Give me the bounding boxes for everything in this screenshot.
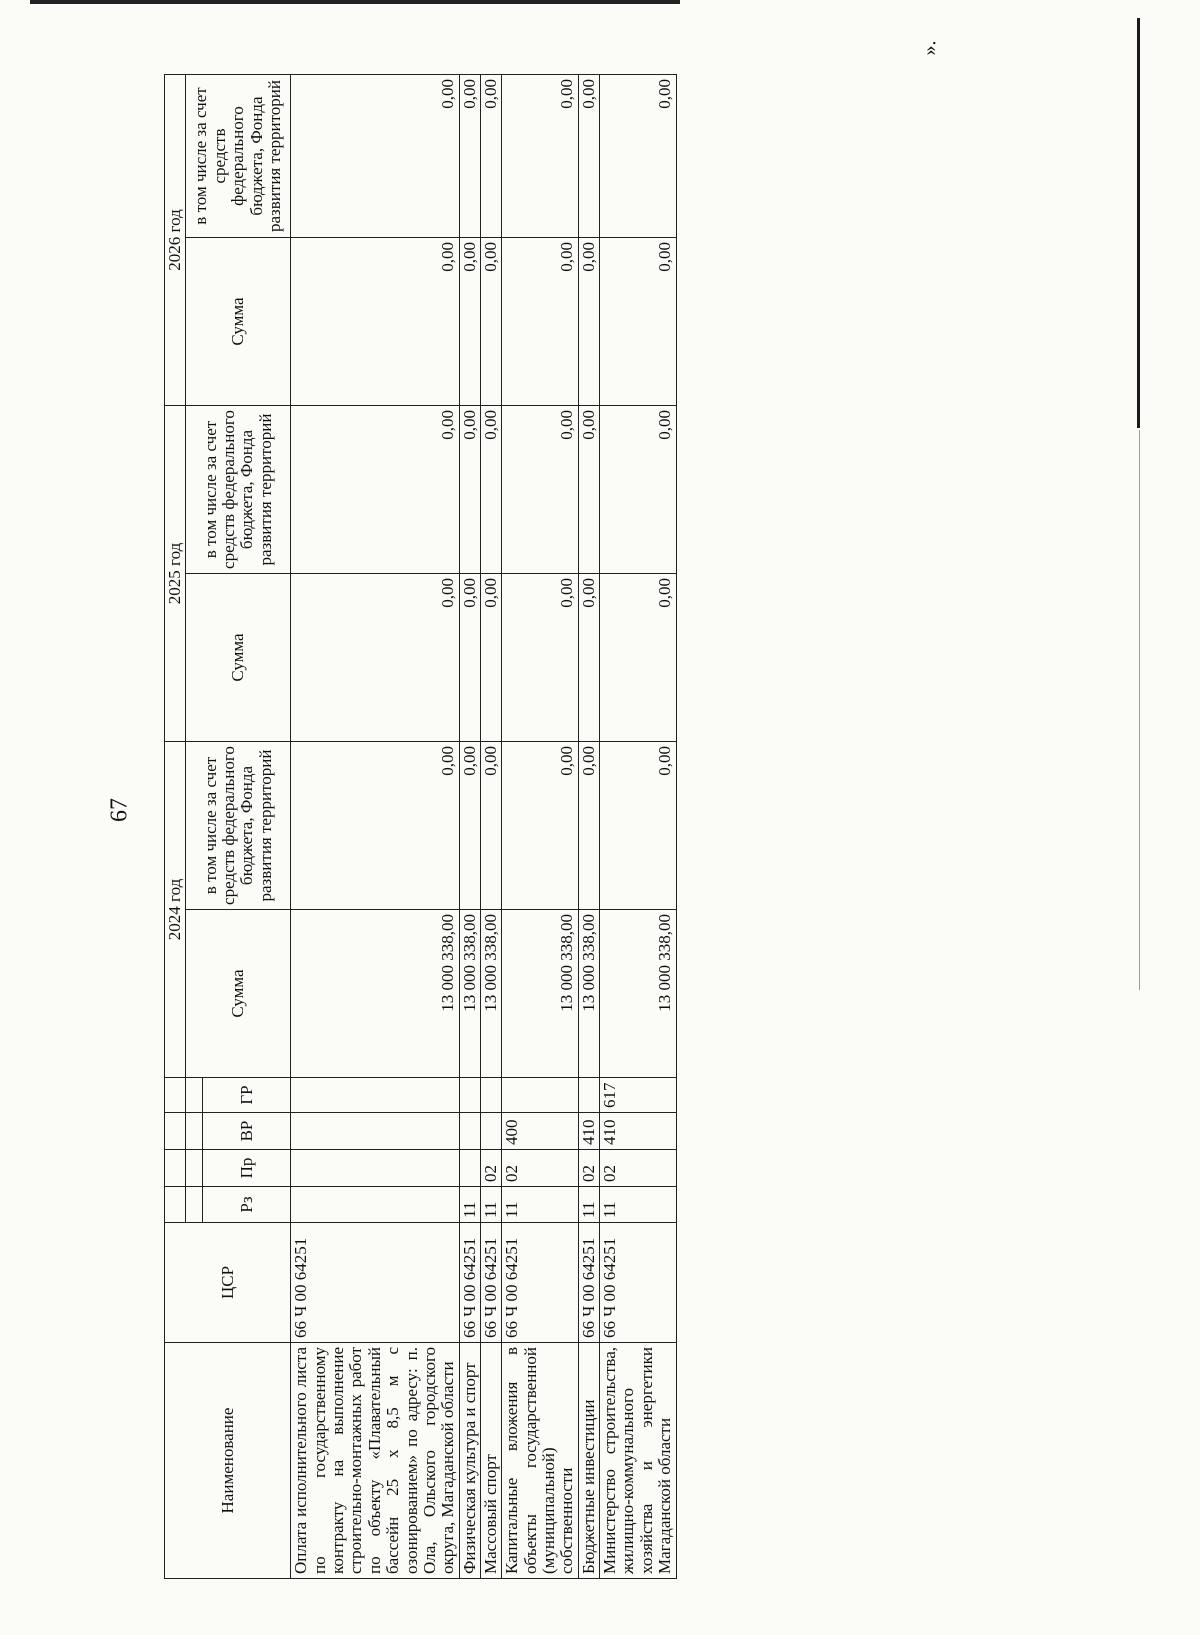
- cell-federal-2025: 0,00: [600, 406, 676, 574]
- cell-name: Бюджетные инвестиции: [578, 1343, 599, 1579]
- cell-csr: 66 Ч 00 64251: [578, 1223, 599, 1343]
- header-row-1: [165, 75, 186, 1579]
- header-spacer: [165, 1150, 186, 1187]
- cell-rz: 11: [502, 1187, 578, 1223]
- budget-table: [164, 74, 677, 1579]
- cell-sum-2025: 0,00: [578, 574, 599, 742]
- cell-gr: [502, 1078, 578, 1113]
- cell-vr: [291, 1113, 459, 1150]
- cell-federal-2024: 0,00: [459, 742, 480, 910]
- cell-federal-2025: 0,00: [459, 406, 480, 574]
- cell-name: Капитальные вложения в объекты государственной (муниципальной) собственности: [502, 1343, 578, 1579]
- cell-federal-2025: 0,00: [480, 406, 501, 574]
- header-vr: ВР: [203, 1113, 291, 1150]
- cell-pr: 02: [502, 1150, 578, 1187]
- cell-sum-2024: 13 000 338,00: [578, 910, 599, 1078]
- rotated-table-container: [164, 75, 910, 1579]
- cell-federal-2025: 0,00: [502, 406, 578, 574]
- table-row: [578, 75, 599, 1579]
- cell-sum-2026: 0,00: [578, 238, 599, 406]
- header-year-2026: 2026 год: [165, 75, 186, 406]
- header-csr: ЦСР: [165, 1223, 291, 1343]
- cell-gr: [480, 1078, 501, 1113]
- cell-vr: 400: [502, 1113, 578, 1150]
- cell-name: Оплата исполнительного листа по государственному контракту на выполнение строительно-монтажных работ по объекту «Плавательный бассейн 25 х 8,5 м с озонированием» по адресу: п. Ола, Ольского городского округа, Магаданской области: [291, 1343, 459, 1579]
- cell-csr: 66 Ч 00 64251: [291, 1223, 459, 1343]
- cell-sum-2025: 0,00: [600, 574, 676, 742]
- cell-sum-2024: 13 000 338,00: [600, 910, 676, 1078]
- header-federal-2024: в том числе за счет средств федерального бюджета, Фонда развития территорий: [186, 742, 291, 910]
- cell-pr: [291, 1150, 459, 1187]
- cell-pr: [459, 1150, 480, 1187]
- cell-sum-2024: 13 000 338,00: [502, 910, 578, 1078]
- cell-federal-2026: 0,00: [459, 75, 480, 238]
- cell-sum-2026: 0,00: [459, 238, 480, 406]
- cell-gr: [578, 1078, 599, 1113]
- closing-quote-mark: ».: [918, 40, 941, 56]
- cell-pr: 02: [600, 1150, 676, 1187]
- cell-csr: 66 Ч 00 64251: [480, 1223, 501, 1343]
- cell-rz: 11: [480, 1187, 501, 1223]
- header-sum-2026: Сумма: [186, 238, 291, 406]
- header-pr: Пр: [203, 1150, 291, 1187]
- cell-pr: 02: [578, 1150, 599, 1187]
- cell-vr: 410: [600, 1113, 676, 1150]
- header-spacer: [165, 1078, 186, 1113]
- header-rz: Рз: [203, 1187, 291, 1223]
- table-row: [502, 75, 578, 1579]
- cell-name: Массовый спорт: [480, 1343, 501, 1579]
- cell-federal-2025: 0,00: [291, 406, 459, 574]
- cell-federal-2026: 0,00: [291, 75, 459, 238]
- cell-sum-2024: 13 000 338,00: [480, 910, 501, 1078]
- cell-federal-2026: 0,00: [600, 75, 676, 238]
- cell-rz: 11: [600, 1187, 676, 1223]
- table-row: [291, 75, 459, 1579]
- cell-vr: 410: [578, 1113, 599, 1150]
- cell-federal-2026: 0,00: [502, 75, 578, 238]
- header-sum-2025: Сумма: [186, 574, 291, 742]
- cell-pr: 02: [480, 1150, 501, 1187]
- cell-rz: 11: [459, 1187, 480, 1223]
- cell-rz: [291, 1187, 459, 1223]
- cell-federal-2024: 0,00: [291, 742, 459, 910]
- header-gr: ГР: [203, 1078, 291, 1113]
- cell-sum-2024: 13 000 338,00: [459, 910, 480, 1078]
- cell-sum-2025: 0,00: [502, 574, 578, 742]
- header-spacer: [186, 1150, 203, 1187]
- cell-sum-2026: 0,00: [480, 238, 501, 406]
- scan-fold-line-faint: [1139, 430, 1140, 990]
- cell-gr: [459, 1078, 480, 1113]
- cell-sum-2025: 0,00: [480, 574, 501, 742]
- cell-federal-2025: 0,00: [578, 406, 599, 574]
- cell-gr: [291, 1078, 459, 1113]
- cell-sum-2025: 0,00: [459, 574, 480, 742]
- scan-fold-line: [1137, 18, 1140, 428]
- header-federal-2026: в том числе за счет средств федерального бюджета, Фонда развития территорий: [186, 75, 291, 238]
- header-spacer: [186, 1187, 203, 1223]
- scan-edge-line: [30, 0, 680, 4]
- cell-csr: 66 Ч 00 64251: [502, 1223, 578, 1343]
- cell-federal-2026: 0,00: [480, 75, 501, 238]
- cell-sum-2024: 13 000 338,00: [291, 910, 459, 1078]
- cell-federal-2026: 0,00: [578, 75, 599, 238]
- header-spacer: [165, 1187, 186, 1223]
- cell-sum-2026: 0,00: [600, 238, 676, 406]
- cell-rz: 11: [578, 1187, 599, 1223]
- cell-name: Министерство строительства, жилищно-коммунального хозяйства и энергетики Магаданской области: [600, 1343, 676, 1579]
- header-federal-2025: в том числе за счет средств федерального бюджета, Фонда развития территорий: [186, 406, 291, 574]
- cell-federal-2024: 0,00: [502, 742, 578, 910]
- cell-sum-2026: 0,00: [291, 238, 459, 406]
- cell-sum-2026: 0,00: [502, 238, 578, 406]
- cell-federal-2024: 0,00: [480, 742, 501, 910]
- header-sum-2024: Сумма: [186, 910, 291, 1078]
- cell-vr: [459, 1113, 480, 1150]
- header-name: Наименование: [165, 1343, 291, 1579]
- header-spacer: [165, 1113, 186, 1150]
- cell-csr: 66 Ч 00 64251: [459, 1223, 480, 1343]
- header-year-2024: 2024 год: [165, 742, 186, 1078]
- table-row: [459, 75, 480, 1579]
- table-row: [600, 75, 676, 1579]
- table-row: [480, 75, 501, 1579]
- cell-federal-2024: 0,00: [578, 742, 599, 910]
- cell-csr: 66 Ч 00 64251: [600, 1223, 676, 1343]
- header-spacer: [186, 1078, 203, 1113]
- page-number: 67: [106, 798, 133, 822]
- cell-gr: 617: [600, 1078, 676, 1113]
- cell-federal-2024: 0,00: [600, 742, 676, 910]
- cell-name: Физическая культура и спорт: [459, 1343, 480, 1579]
- header-year-2025: 2025 год: [165, 406, 186, 742]
- cell-vr: [480, 1113, 501, 1150]
- cell-sum-2025: 0,00: [291, 574, 459, 742]
- header-spacer: [186, 1113, 203, 1150]
